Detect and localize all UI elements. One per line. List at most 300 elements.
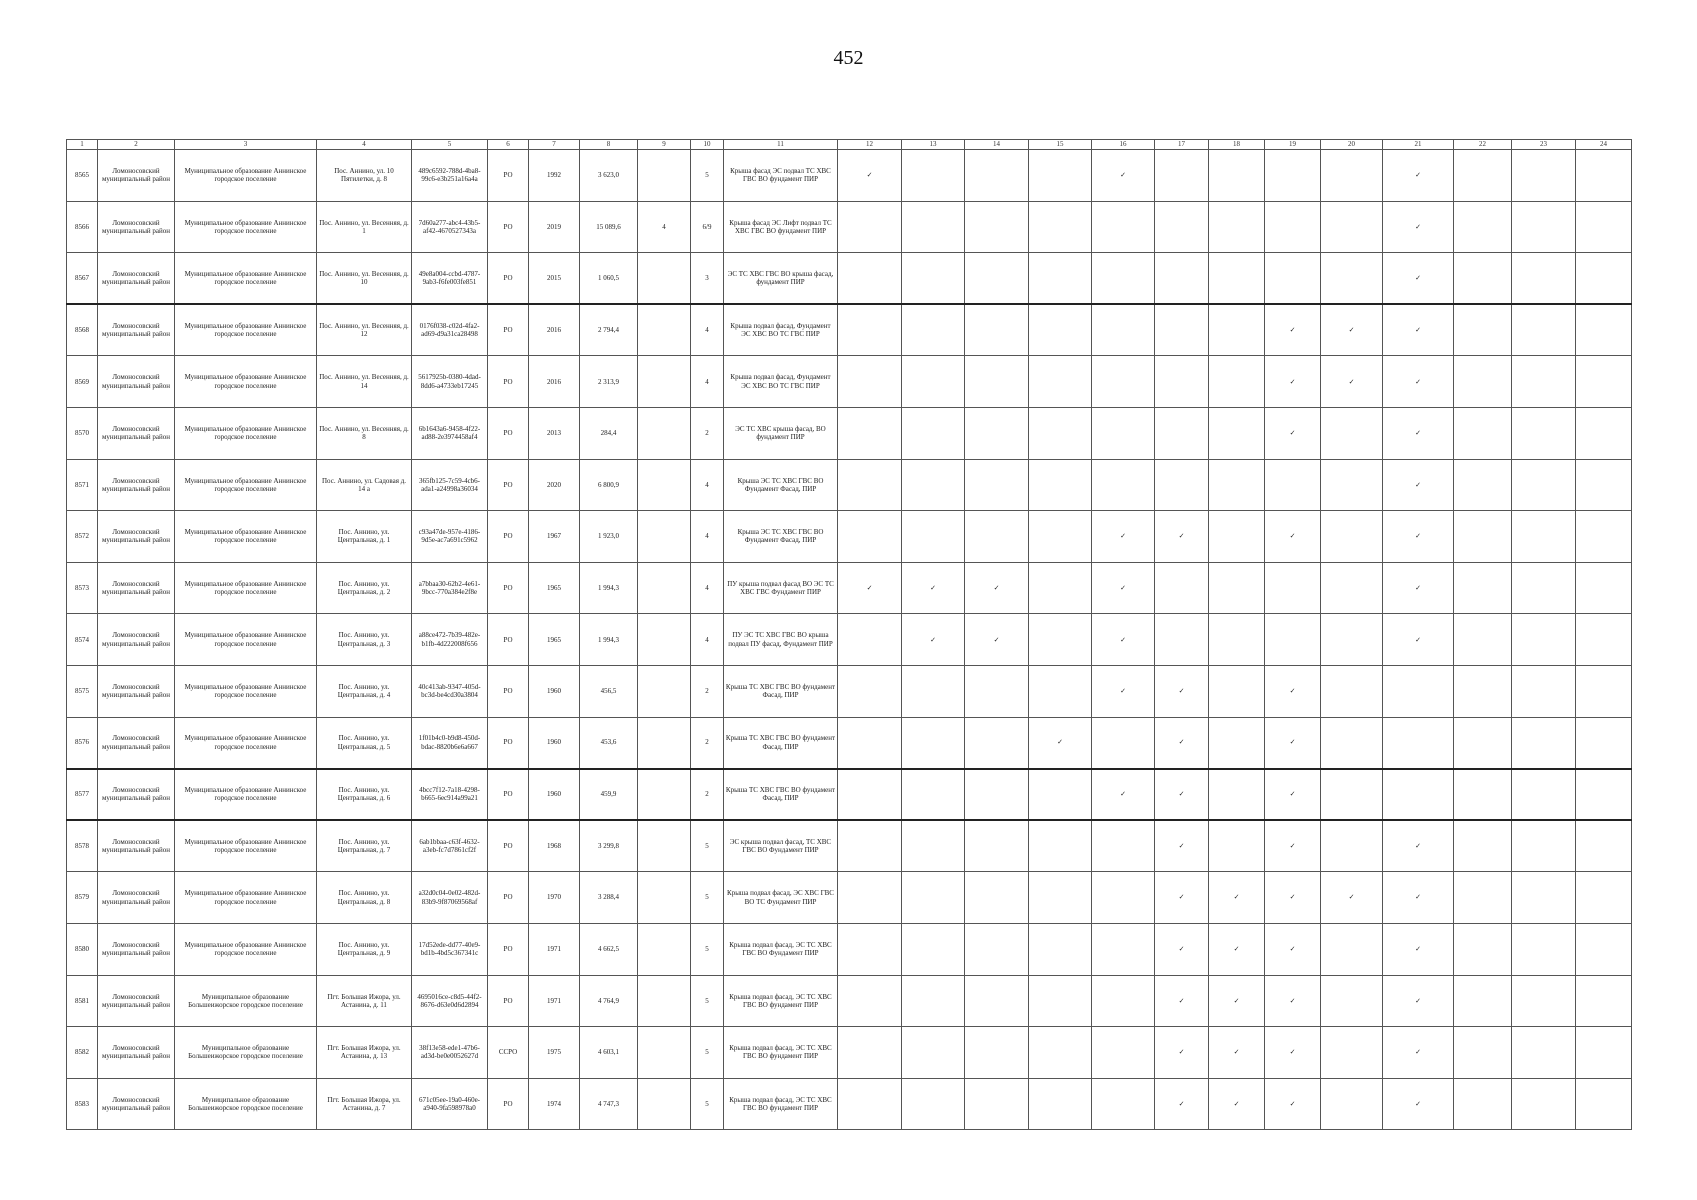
- works-cell: Крыша подвал фасад, Фундамент ЭС ХВС ВО ТС ГВС ПИР: [724, 304, 838, 356]
- work-column-15: [1029, 769, 1092, 821]
- municipality-cell: Муниципальное образование Аннинское городское поселение: [175, 562, 317, 614]
- work-column-22: [1454, 975, 1512, 1027]
- check-mark-icon: ✓: [1092, 769, 1155, 821]
- floors-min-cell: [638, 1027, 691, 1079]
- work-column-23: [1512, 1027, 1576, 1079]
- check-mark-icon: ✓: [1155, 665, 1209, 717]
- type-cell: РО: [488, 304, 529, 356]
- column-number-12: 12: [838, 140, 902, 150]
- work-column-13: [902, 769, 965, 821]
- work-column-23: [1512, 511, 1576, 563]
- type-cell: РО: [488, 614, 529, 666]
- floors-min-cell: [638, 562, 691, 614]
- work-column-12: [838, 459, 902, 511]
- work-column-23: [1512, 923, 1576, 975]
- address-cell: Пос. Аннино, ул. Садовая д. 14 а: [317, 459, 412, 511]
- works-cell: ЭС ТС ХВС крыша фасад, ВО фундамент ПИР: [724, 407, 838, 459]
- guid-cell: 17d52ede-dd77-40e9-bd1b-4bd5c367341c: [412, 923, 488, 975]
- check-mark-icon: ✓: [1265, 665, 1321, 717]
- table-row: [67, 253, 1632, 305]
- work-column-15: [1029, 614, 1092, 666]
- guid-cell: 365fb125-7c59-4cb6-ada1-a24998a36034: [412, 459, 488, 511]
- year-cell: 1974: [529, 1078, 580, 1130]
- column-number-16: 16: [1092, 140, 1155, 150]
- check-mark-icon: ✓: [1155, 923, 1209, 975]
- floors-min-cell: [638, 769, 691, 821]
- check-mark-icon: ✓: [1265, 407, 1321, 459]
- table-row: [67, 356, 1632, 408]
- address-cell: Пос. Аннино, ул. Центральная, д. 2: [317, 562, 412, 614]
- check-mark-icon: ✓: [1383, 1078, 1454, 1130]
- work-column-13: [902, 201, 965, 253]
- address-cell: Пос. Аннино, ул. Центральная, д. 7: [317, 820, 412, 872]
- area-cell: 15 089,6: [580, 201, 638, 253]
- table-row: [67, 820, 1632, 872]
- municipality-cell: Муниципальное образование Большеижорское городское поселение: [175, 975, 317, 1027]
- guid-cell: a88ce472-7b39-482e-b1fb-4d222008f656: [412, 614, 488, 666]
- floors-cell: 5: [691, 150, 724, 202]
- work-column-13: [902, 665, 965, 717]
- municipality-cell: Муниципальное образование Аннинское городское поселение: [175, 717, 317, 769]
- check-mark-icon: ✓: [1383, 150, 1454, 202]
- check-mark-icon: ✓: [1209, 923, 1265, 975]
- column-number-11: 11: [724, 140, 838, 150]
- table-row: [67, 975, 1632, 1027]
- work-column-23: [1512, 614, 1576, 666]
- table-body: [67, 150, 1632, 1130]
- address-cell: Пгт. Большая Ижора, ул. Астанина, д. 13: [317, 1027, 412, 1079]
- table-row: [67, 923, 1632, 975]
- work-column-15: [1029, 665, 1092, 717]
- work-column-18: [1209, 820, 1265, 872]
- page-number: 452: [833, 47, 864, 69]
- address-cell: Пос. Аннино, ул. Центральная, д. 8: [317, 872, 412, 924]
- check-mark-icon: ✓: [1383, 201, 1454, 253]
- work-column-23: [1512, 253, 1576, 305]
- row-number: 8573: [67, 562, 98, 614]
- municipality-cell: Муниципальное образование Аннинское городское поселение: [175, 872, 317, 924]
- district-cell: Ломоносовский муниципальный район: [98, 975, 175, 1027]
- row-number: 8580: [67, 923, 98, 975]
- row-number: 8581: [67, 975, 98, 1027]
- work-column-16: [1092, 253, 1155, 305]
- check-mark-icon: ✓: [1265, 820, 1321, 872]
- work-column-12: [838, 665, 902, 717]
- floors-min-cell: [638, 1078, 691, 1130]
- guid-cell: 5617925b-0380-4dad-8dd6-a4733eb17245: [412, 356, 488, 408]
- area-cell: 456,5: [580, 665, 638, 717]
- work-column-24: [1576, 872, 1632, 924]
- work-column-17: [1155, 356, 1209, 408]
- work-column-16: [1092, 1078, 1155, 1130]
- work-column-20: [1321, 150, 1383, 202]
- work-column-20: [1321, 820, 1383, 872]
- work-column-20: [1321, 975, 1383, 1027]
- work-column-15: [1029, 820, 1092, 872]
- check-mark-icon: ✓: [965, 614, 1029, 666]
- district-cell: Ломоносовский муниципальный район: [98, 665, 175, 717]
- address-cell: Пос. Аннино, ул. Весенняя, д. 10: [317, 253, 412, 305]
- floors-min-cell: [638, 923, 691, 975]
- column-number-14: 14: [965, 140, 1029, 150]
- row-number: 8576: [67, 717, 98, 769]
- work-column-19: [1265, 253, 1321, 305]
- year-cell: 1960: [529, 665, 580, 717]
- district-cell: Ломоносовский муниципальный район: [98, 304, 175, 356]
- work-column-22: [1454, 511, 1512, 563]
- district-cell: Ломоносовский муниципальный район: [98, 1027, 175, 1079]
- work-column-14: [965, 1027, 1029, 1079]
- address-cell: Пгт. Большая Ижора, ул. Астанина, д. 11: [317, 975, 412, 1027]
- year-cell: 2020: [529, 459, 580, 511]
- work-column-20: [1321, 614, 1383, 666]
- floors-min-cell: [638, 820, 691, 872]
- address-cell: Пос. Аннино, ул. Весенняя, д. 14: [317, 356, 412, 408]
- work-column-17: [1155, 304, 1209, 356]
- table-row: [67, 614, 1632, 666]
- work-column-15: [1029, 1027, 1092, 1079]
- guid-cell: 0176f038-c02d-4fa2-ad69-d9a31ca28498: [412, 304, 488, 356]
- work-column-22: [1454, 614, 1512, 666]
- municipality-cell: Муниципальное образование Большеижорское городское поселение: [175, 1027, 317, 1079]
- work-column-14: [965, 820, 1029, 872]
- check-mark-icon: ✓: [1092, 150, 1155, 202]
- address-cell: Пос. Аннино, ул. Центральная, д. 6: [317, 769, 412, 821]
- work-column-19: [1265, 614, 1321, 666]
- work-column-15: [1029, 872, 1092, 924]
- check-mark-icon: ✓: [1265, 717, 1321, 769]
- work-column-24: [1576, 665, 1632, 717]
- floors-cell: 4: [691, 459, 724, 511]
- address-cell: Пос. Аннино, ул. 10 Пятилетки, д. 8: [317, 150, 412, 202]
- works-cell: Крыша фасад ЭС Лифт подвал ТС ХВС ГВС ВО фундамент ПИР: [724, 201, 838, 253]
- row-number: 8572: [67, 511, 98, 563]
- guid-cell: 40c413ab-9347-405d-bc3d-be4cd30a3804: [412, 665, 488, 717]
- check-mark-icon: ✓: [1265, 975, 1321, 1027]
- municipality-cell: Муниципальное образование Аннинское городское поселение: [175, 665, 317, 717]
- floors-cell: 5: [691, 1078, 724, 1130]
- work-column-18: [1209, 614, 1265, 666]
- work-column-13: [902, 511, 965, 563]
- municipality-cell: Муниципальное образование Аннинское городское поселение: [175, 614, 317, 666]
- work-column-15: [1029, 407, 1092, 459]
- work-column-20: [1321, 923, 1383, 975]
- guid-cell: 7d60a277-abc4-43b5-af42-4670527343a: [412, 201, 488, 253]
- check-mark-icon: ✓: [902, 614, 965, 666]
- column-number-24: 24: [1576, 140, 1632, 150]
- district-cell: Ломоносовский муниципальный район: [98, 717, 175, 769]
- work-column-22: [1454, 356, 1512, 408]
- work-column-23: [1512, 356, 1576, 408]
- type-cell: РО: [488, 150, 529, 202]
- works-cell: Крыша ТС ХВС ГВС ВО фундамент Фасад, ПИР: [724, 717, 838, 769]
- check-mark-icon: ✓: [1383, 511, 1454, 563]
- work-column-22: [1454, 923, 1512, 975]
- address-cell: Пос. Аннино, ул. Центральная, д. 1: [317, 511, 412, 563]
- work-column-20: [1321, 253, 1383, 305]
- year-cell: 1965: [529, 562, 580, 614]
- column-number-17: 17: [1155, 140, 1209, 150]
- work-column-17: [1155, 150, 1209, 202]
- area-cell: 2 794,4: [580, 304, 638, 356]
- work-column-22: [1454, 562, 1512, 614]
- work-column-18: [1209, 562, 1265, 614]
- type-cell: РО: [488, 511, 529, 563]
- check-mark-icon: ✓: [1209, 1078, 1265, 1130]
- check-mark-icon: ✓: [1209, 975, 1265, 1027]
- work-column-15: [1029, 253, 1092, 305]
- work-column-13: [902, 1027, 965, 1079]
- floors-cell: 5: [691, 923, 724, 975]
- table-row: [67, 150, 1632, 202]
- work-column-23: [1512, 201, 1576, 253]
- work-column-16: [1092, 923, 1155, 975]
- work-column-12: [838, 614, 902, 666]
- work-column-24: [1576, 717, 1632, 769]
- work-column-12: [838, 1027, 902, 1079]
- works-cell: ПУ крыша подвал фасад ВО ЭС ТС ХВС ГВС Фундамент ПИР: [724, 562, 838, 614]
- column-number-20: 20: [1321, 140, 1383, 150]
- column-number-23: 23: [1512, 140, 1576, 150]
- type-cell: РО: [488, 562, 529, 614]
- area-cell: 3 299,8: [580, 820, 638, 872]
- row-number: 8579: [67, 872, 98, 924]
- type-cell: РО: [488, 820, 529, 872]
- year-cell: 1970: [529, 872, 580, 924]
- municipality-cell: Муниципальное образование Аннинское городское поселение: [175, 769, 317, 821]
- work-column-18: [1209, 150, 1265, 202]
- guid-cell: 489c6592-788d-4ba8-99c6-e3b251a16a4a: [412, 150, 488, 202]
- work-column-13: [902, 253, 965, 305]
- work-column-20: [1321, 1078, 1383, 1130]
- check-mark-icon: ✓: [902, 562, 965, 614]
- district-cell: Ломоносовский муниципальный район: [98, 356, 175, 408]
- work-column-13: [902, 459, 965, 511]
- column-number-6: 6: [488, 140, 529, 150]
- floors-min-cell: [638, 872, 691, 924]
- municipality-cell: Муниципальное образование Аннинское городское поселение: [175, 201, 317, 253]
- work-column-18: [1209, 407, 1265, 459]
- floors-min-cell: [638, 304, 691, 356]
- row-number: 8582: [67, 1027, 98, 1079]
- floors-min-cell: [638, 253, 691, 305]
- check-mark-icon: ✓: [1383, 820, 1454, 872]
- year-cell: 1965: [529, 614, 580, 666]
- work-column-16: [1092, 820, 1155, 872]
- check-mark-icon: ✓: [1383, 407, 1454, 459]
- work-column-21: [1383, 717, 1454, 769]
- type-cell: РО: [488, 253, 529, 305]
- work-column-16: [1092, 717, 1155, 769]
- works-cell: Крыша ЭС ТС ХВС ГВС ВО Фундамент Фасад, ПИР: [724, 459, 838, 511]
- floors-min-cell: [638, 665, 691, 717]
- work-column-23: [1512, 1078, 1576, 1130]
- floors-min-cell: [638, 614, 691, 666]
- guid-cell: 671c05ee-19a0-460e-a940-9fa598978a0: [412, 1078, 488, 1130]
- check-mark-icon: ✓: [1092, 614, 1155, 666]
- row-number: 8578: [67, 820, 98, 872]
- work-column-12: [838, 820, 902, 872]
- floors-min-cell: [638, 975, 691, 1027]
- area-cell: 1 923,0: [580, 511, 638, 563]
- guid-cell: 38f13e58-ede1-47b6-ad3d-be0e0052627d: [412, 1027, 488, 1079]
- floors-cell: 4: [691, 614, 724, 666]
- district-cell: Ломоносовский муниципальный район: [98, 923, 175, 975]
- work-column-15: [1029, 304, 1092, 356]
- check-mark-icon: ✓: [1265, 511, 1321, 563]
- work-column-17: [1155, 459, 1209, 511]
- work-column-24: [1576, 1027, 1632, 1079]
- district-cell: Ломоносовский муниципальный район: [98, 511, 175, 563]
- table-row: [67, 665, 1632, 717]
- check-mark-icon: ✓: [1321, 356, 1383, 408]
- check-mark-icon: ✓: [1383, 872, 1454, 924]
- work-column-24: [1576, 201, 1632, 253]
- work-column-22: [1454, 820, 1512, 872]
- work-column-18: [1209, 717, 1265, 769]
- check-mark-icon: ✓: [1383, 562, 1454, 614]
- work-column-17: [1155, 614, 1209, 666]
- work-column-24: [1576, 562, 1632, 614]
- work-column-16: [1092, 1027, 1155, 1079]
- column-number-15: 15: [1029, 140, 1092, 150]
- area-cell: 6 800,9: [580, 459, 638, 511]
- column-number-1: 1: [67, 140, 98, 150]
- works-cell: Крыша подвал фасад, ЭС ТС ХВС ГВС ВО фундамент ПИР: [724, 1027, 838, 1079]
- work-column-16: [1092, 872, 1155, 924]
- year-cell: 1968: [529, 820, 580, 872]
- check-mark-icon: ✓: [965, 562, 1029, 614]
- work-column-14: [965, 769, 1029, 821]
- work-column-24: [1576, 1078, 1632, 1130]
- work-column-16: [1092, 201, 1155, 253]
- work-column-21: [1383, 665, 1454, 717]
- row-number: 8566: [67, 201, 98, 253]
- column-number-7: 7: [529, 140, 580, 150]
- column-number-9: 9: [638, 140, 691, 150]
- check-mark-icon: ✓: [1155, 717, 1209, 769]
- work-column-22: [1454, 769, 1512, 821]
- check-mark-icon: ✓: [1209, 1027, 1265, 1079]
- address-cell: Пос. Аннино, ул. Центральная, д. 3: [317, 614, 412, 666]
- works-cell: Крыша фасад ЭС подвал ТС ХВС ГВС ВО фундамент ПИР: [724, 150, 838, 202]
- district-cell: Ломоносовский муниципальный район: [98, 820, 175, 872]
- work-column-12: [838, 975, 902, 1027]
- area-cell: 1 994,3: [580, 614, 638, 666]
- work-column-22: [1454, 407, 1512, 459]
- check-mark-icon: ✓: [1155, 872, 1209, 924]
- work-column-14: [965, 665, 1029, 717]
- work-column-18: [1209, 665, 1265, 717]
- floors-cell: 4: [691, 511, 724, 563]
- row-number: 8583: [67, 1078, 98, 1130]
- work-column-20: [1321, 459, 1383, 511]
- work-column-23: [1512, 562, 1576, 614]
- column-number-22: 22: [1454, 140, 1512, 150]
- municipality-cell: Муниципальное образование Аннинское городское поселение: [175, 356, 317, 408]
- work-column-13: [902, 407, 965, 459]
- work-column-12: [838, 253, 902, 305]
- year-cell: 2015: [529, 253, 580, 305]
- floors-cell: 6/9: [691, 201, 724, 253]
- work-column-23: [1512, 459, 1576, 511]
- floors-min-cell: [638, 717, 691, 769]
- table-row: [67, 872, 1632, 924]
- floors-cell: 5: [691, 1027, 724, 1079]
- check-mark-icon: ✓: [1383, 356, 1454, 408]
- district-cell: Ломоносовский муниципальный район: [98, 769, 175, 821]
- district-cell: Ломоносовский муниципальный район: [98, 407, 175, 459]
- work-column-18: [1209, 201, 1265, 253]
- area-cell: 1 060,5: [580, 253, 638, 305]
- area-cell: 1 994,3: [580, 562, 638, 614]
- area-cell: 4 764,9: [580, 975, 638, 1027]
- work-column-20: [1321, 407, 1383, 459]
- check-mark-icon: ✓: [1029, 717, 1092, 769]
- check-mark-icon: ✓: [1092, 665, 1155, 717]
- work-column-13: [902, 304, 965, 356]
- works-cell: ЭС крыша подвал фасад, ТС ХВС ГВС ВО Фундамент ПИР: [724, 820, 838, 872]
- work-column-24: [1576, 459, 1632, 511]
- guid-cell: a32d0c04-0e02-482d-83b9-9f87069568af: [412, 872, 488, 924]
- work-column-24: [1576, 253, 1632, 305]
- work-column-14: [965, 717, 1029, 769]
- check-mark-icon: ✓: [1265, 1027, 1321, 1079]
- work-column-16: [1092, 459, 1155, 511]
- row-number: 8570: [67, 407, 98, 459]
- work-column-24: [1576, 150, 1632, 202]
- type-cell: РО: [488, 356, 529, 408]
- guid-cell: a7bbaa30-62b2-4e61-9bcc-770a384e2f8e: [412, 562, 488, 614]
- district-cell: Ломоносовский муниципальный район: [98, 150, 175, 202]
- check-mark-icon: ✓: [1155, 820, 1209, 872]
- year-cell: 1971: [529, 923, 580, 975]
- work-column-19: [1265, 562, 1321, 614]
- table-row: [67, 1078, 1632, 1130]
- work-column-20: [1321, 1027, 1383, 1079]
- works-cell: Крыша подвал фасад, ЭС ХВС ГВС ВО ТС Фундамент ПИР: [724, 872, 838, 924]
- work-column-23: [1512, 820, 1576, 872]
- work-column-13: [902, 820, 965, 872]
- type-cell: РО: [488, 407, 529, 459]
- table-row: [67, 769, 1632, 821]
- works-cell: Крыша подвал фасад, ЭС ТС ХВС ГВС ВО фундамент ПИР: [724, 975, 838, 1027]
- row-number: 8574: [67, 614, 98, 666]
- work-column-22: [1454, 665, 1512, 717]
- area-cell: 3 288,4: [580, 872, 638, 924]
- work-column-12: [838, 356, 902, 408]
- type-cell: РО: [488, 769, 529, 821]
- work-column-12: [838, 1078, 902, 1130]
- year-cell: 1960: [529, 717, 580, 769]
- area-cell: 4 603,1: [580, 1027, 638, 1079]
- work-column-12: [838, 201, 902, 253]
- table-row: [67, 459, 1632, 511]
- address-cell: Пос. Аннино, ул. Центральная, д. 5: [317, 717, 412, 769]
- check-mark-icon: ✓: [1092, 562, 1155, 614]
- work-column-20: [1321, 665, 1383, 717]
- area-cell: 3 623,0: [580, 150, 638, 202]
- work-column-17: [1155, 407, 1209, 459]
- type-cell: ССРО: [488, 1027, 529, 1079]
- work-column-23: [1512, 872, 1576, 924]
- floors-cell: 4: [691, 304, 724, 356]
- work-column-13: [902, 356, 965, 408]
- work-column-15: [1029, 975, 1092, 1027]
- check-mark-icon: ✓: [1155, 1078, 1209, 1130]
- address-cell: Пос. Аннино, ул. Весенняя, д. 8: [317, 407, 412, 459]
- address-cell: Пгт. Большая Ижора, ул. Астанина, д. 7: [317, 1078, 412, 1130]
